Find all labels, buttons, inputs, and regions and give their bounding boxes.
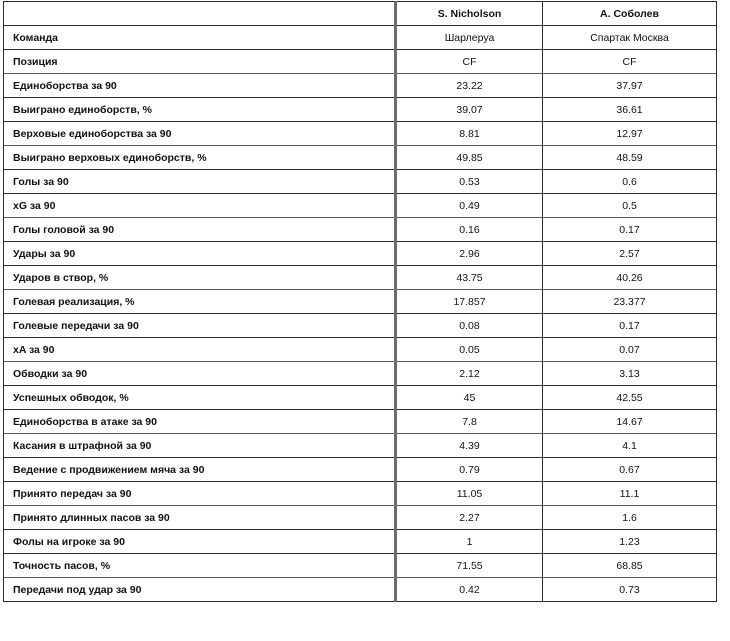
row-label: Верховые единоборства за 90	[4, 122, 396, 146]
player2-value: 3.13	[543, 362, 717, 386]
table-row	[4, 410, 717, 434]
row-label: xG за 90	[4, 194, 396, 218]
player2-value: 1.6	[543, 506, 717, 530]
player1-value: Шарлеруа	[396, 26, 543, 50]
player1-value: 39.07	[396, 98, 543, 122]
table-row	[4, 290, 717, 314]
row-label: Позиция	[4, 50, 396, 74]
table-row	[4, 506, 717, 530]
player1-value: 7.8	[396, 410, 543, 434]
table-row	[4, 530, 717, 554]
table-row	[4, 74, 717, 98]
table-row	[4, 98, 717, 122]
player2-value: 14.67	[543, 410, 717, 434]
row-label: Команда	[4, 26, 396, 50]
player1-value: 0.16	[396, 218, 543, 242]
row-label: Обводки за 90	[4, 362, 396, 386]
player2-value: 37.97	[543, 74, 717, 98]
table-row	[4, 146, 717, 170]
player2-value: 0.17	[543, 218, 717, 242]
row-label: Голевая реализация, %	[4, 290, 396, 314]
row-label: Касания в штрафной за 90	[4, 434, 396, 458]
player2-value: 0.17	[543, 314, 717, 338]
player1-value: 17.857	[396, 290, 543, 314]
row-label: Ударов в створ, %	[4, 266, 396, 290]
player2-value: 1.23	[543, 530, 717, 554]
player2-value: 12.97	[543, 122, 717, 146]
player2-value: 0.5	[543, 194, 717, 218]
player2-value: Спартак Москва	[543, 26, 717, 50]
table-row	[4, 218, 717, 242]
player2-value: 0.73	[543, 578, 717, 602]
row-label: Фолы на игроке за 90	[4, 530, 396, 554]
table-row	[4, 434, 717, 458]
table-row	[4, 170, 717, 194]
player1-value: 2.27	[396, 506, 543, 530]
player1-value: CF	[396, 50, 543, 74]
table-row	[4, 386, 717, 410]
player2-value: CF	[543, 50, 717, 74]
player1-value: 2.12	[396, 362, 543, 386]
row-label: Успешных обводок, %	[4, 386, 396, 410]
player2-value: 68.85	[543, 554, 717, 578]
player2-value: 0.67	[543, 458, 717, 482]
player1-value: 0.05	[396, 338, 543, 362]
player1-value: 8.81	[396, 122, 543, 146]
player1-name: S. Nicholson	[396, 2, 543, 26]
row-label: Передачи под удар за 90	[4, 578, 396, 602]
row-label: Голы за 90	[4, 170, 396, 194]
player2-value: 0.6	[543, 170, 717, 194]
table-row	[4, 554, 717, 578]
player2-value: 4.1	[543, 434, 717, 458]
row-label: Единоборства за 90	[4, 74, 396, 98]
player2-value: 36.61	[543, 98, 717, 122]
row-label: Принято передач за 90	[4, 482, 396, 506]
row-label: Принято длинных пасов за 90	[4, 506, 396, 530]
row-label: Голы головой за 90	[4, 218, 396, 242]
player1-value: 49.85	[396, 146, 543, 170]
player1-value: 23.22	[396, 74, 543, 98]
row-label: xA за 90	[4, 338, 396, 362]
table-row	[4, 338, 717, 362]
player1-value: 11.05	[396, 482, 543, 506]
player-comparison-table	[3, 1, 717, 602]
comparison-table-wrapper	[3, 1, 716, 602]
table-row	[4, 362, 717, 386]
row-label: Единоборства в атаке за 90	[4, 410, 396, 434]
player2-value: 23.377	[543, 290, 717, 314]
table-row	[4, 194, 717, 218]
table-row	[4, 50, 717, 74]
player1-value: 2.96	[396, 242, 543, 266]
row-label: Голевые передачи за 90	[4, 314, 396, 338]
row-label: Выиграно единоборств, %	[4, 98, 396, 122]
row-label: Точность пасов, %	[4, 554, 396, 578]
header-row	[4, 2, 717, 26]
player1-value: 0.79	[396, 458, 543, 482]
table-row	[4, 266, 717, 290]
player1-value: 1	[396, 530, 543, 554]
row-label: Выиграно верховых единоборств, %	[4, 146, 396, 170]
table-row	[4, 482, 717, 506]
player1-value: 0.08	[396, 314, 543, 338]
player1-value: 4.39	[396, 434, 543, 458]
header-empty-cell	[4, 2, 396, 26]
player2-value: 40.26	[543, 266, 717, 290]
row-label: Удары за 90	[4, 242, 396, 266]
player2-value: 42.55	[543, 386, 717, 410]
table-row	[4, 26, 717, 50]
player2-value: 48.59	[543, 146, 717, 170]
table-row	[4, 242, 717, 266]
player1-value: 45	[396, 386, 543, 410]
player1-value: 0.53	[396, 170, 543, 194]
player1-value: 71.55	[396, 554, 543, 578]
table-row	[4, 314, 717, 338]
player1-value: 43.75	[396, 266, 543, 290]
player2-value: 11.1	[543, 482, 717, 506]
table-row	[4, 578, 717, 602]
player1-value: 0.49	[396, 194, 543, 218]
table-row	[4, 458, 717, 482]
player2-value: 2.57	[543, 242, 717, 266]
table-row	[4, 122, 717, 146]
player2-value: 0.07	[543, 338, 717, 362]
player2-name: А. Соболев	[543, 2, 717, 26]
player1-value: 0.42	[396, 578, 543, 602]
row-label: Ведение с продвижением мяча за 90	[4, 458, 396, 482]
